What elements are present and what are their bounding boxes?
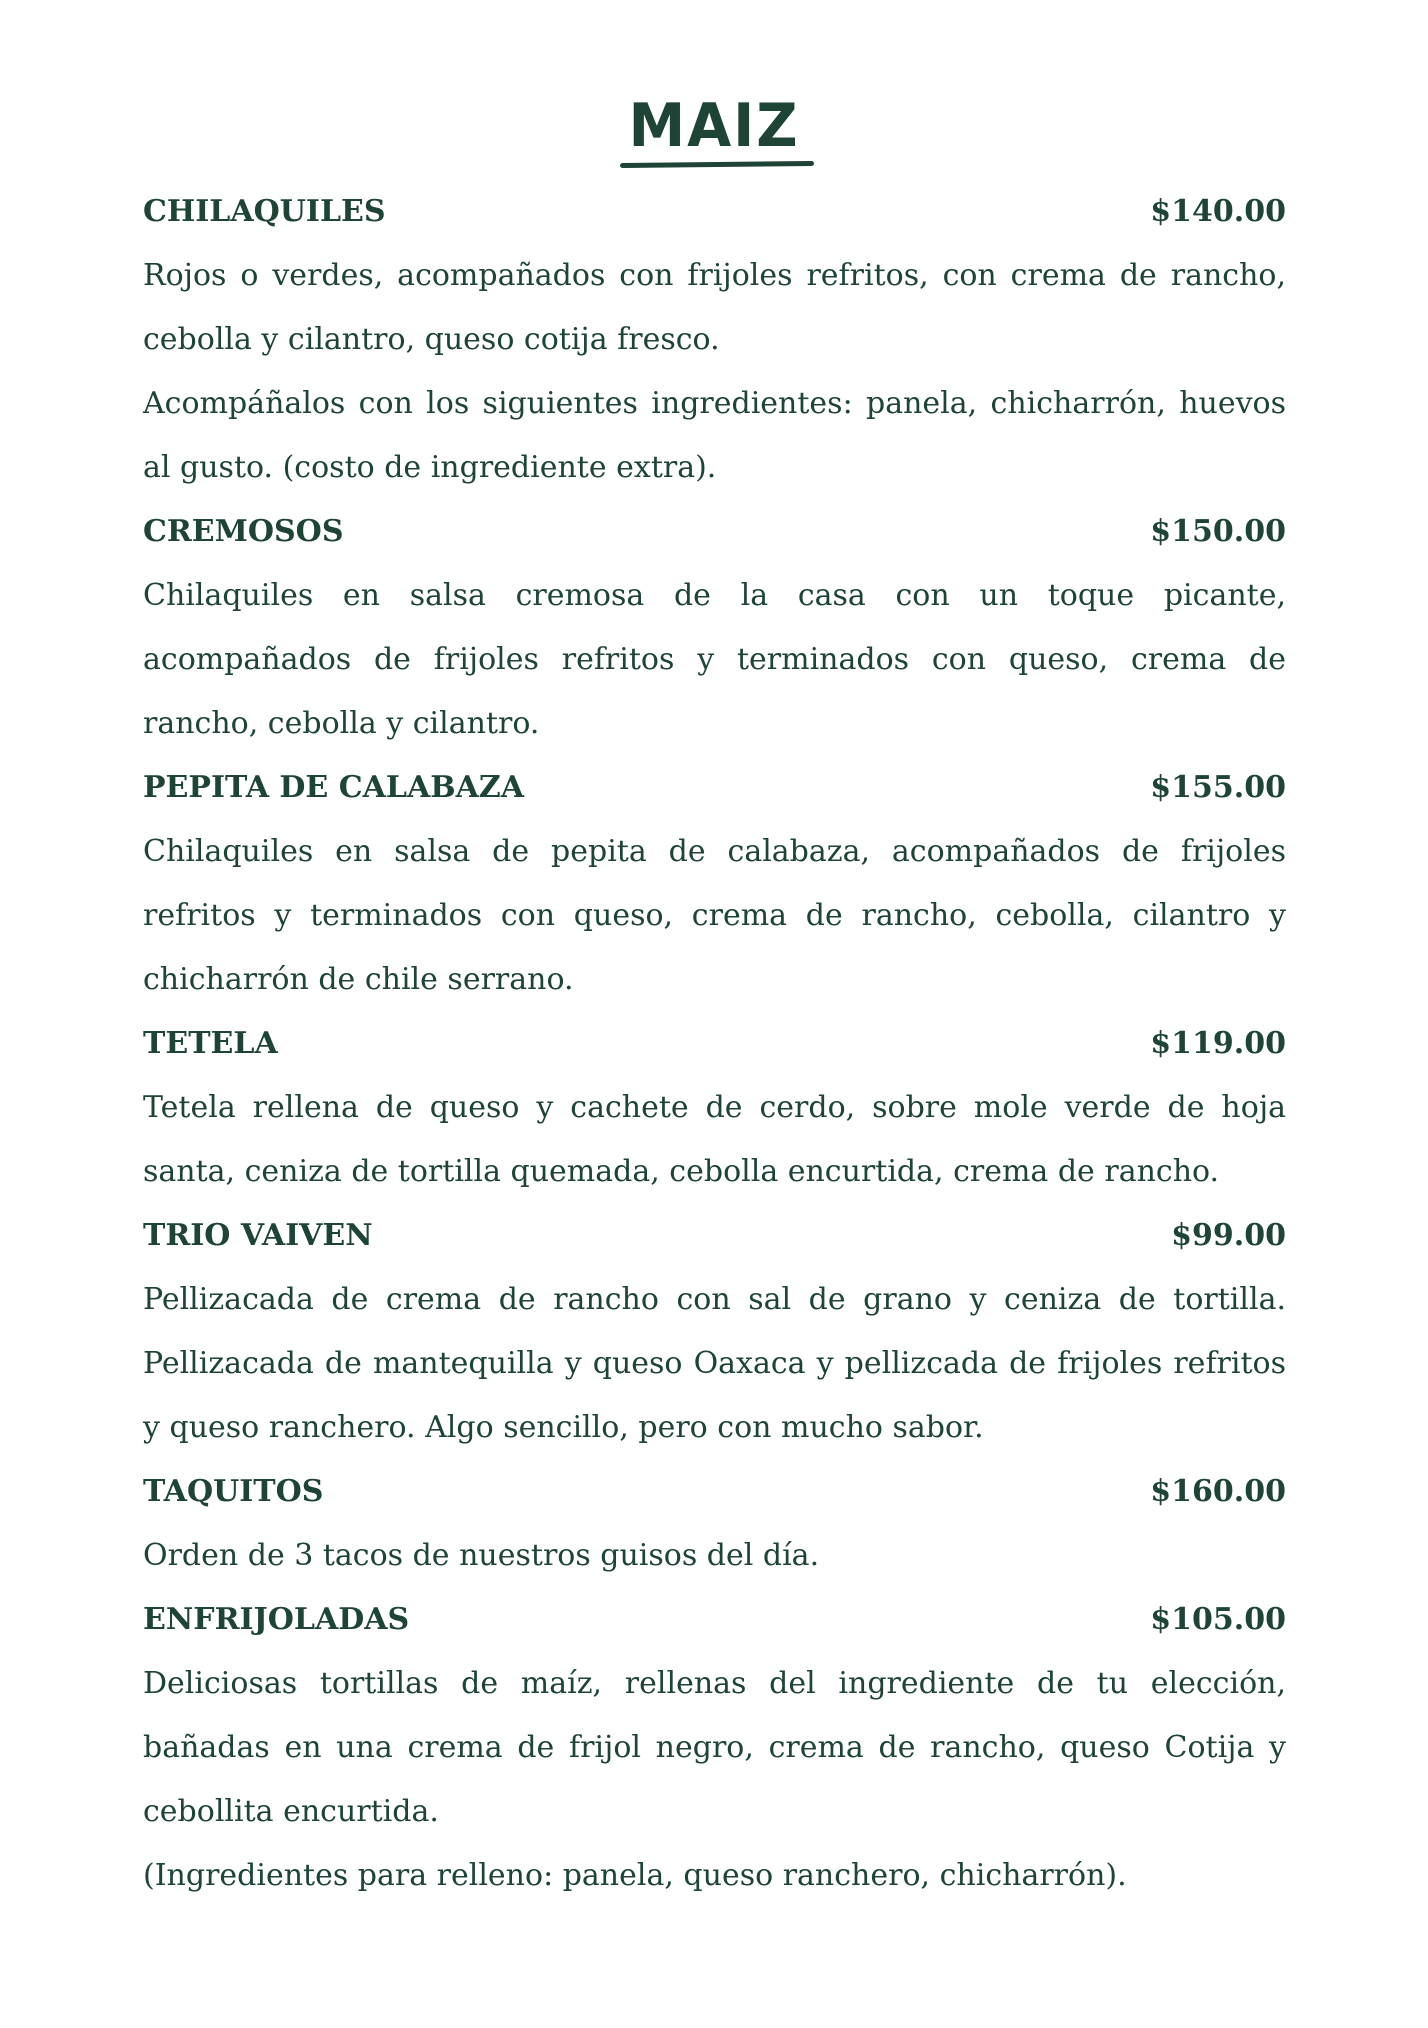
menu-item-chilaquiles [143, 180, 1286, 500]
item-price: $119.00 [1150, 1026, 1286, 1061]
menu-item-pepita-de-calabaza [143, 756, 1286, 1012]
title-underline [620, 161, 814, 168]
item-header [143, 1012, 1286, 1076]
menu-item-tetela [143, 1012, 1286, 1204]
title-wrap [0, 91, 1428, 161]
item-name: CHILAQUILES [143, 194, 386, 229]
menu-list [143, 180, 1286, 1908]
item-header [143, 1204, 1286, 1268]
item-name: CREMOSOS [143, 514, 344, 549]
item-header [143, 1460, 1286, 1524]
item-description: Chilaquiles en salsa cremosa de la casa con un toque picante, acompañados de frijoles refritos y terminados con queso, crema de rancho, cebolla y cilantro. [143, 578, 1286, 741]
page-title: MAIZ [628, 91, 800, 161]
item-description: Orden de 3 tacos de nuestros guisos del día. [143, 1538, 820, 1573]
item-header [143, 756, 1286, 820]
item-description: Acompáñalos con los siguientes ingredientes: panela, chicharrón, huevos al gusto. (costo de ingrediente extra). [143, 386, 1286, 485]
item-name: TAQUITOS [143, 1474, 324, 1509]
item-header [143, 1588, 1286, 1652]
menu-item-cremosos [143, 500, 1286, 756]
item-price: $105.00 [1150, 1602, 1286, 1637]
item-header [143, 500, 1286, 564]
item-header [143, 180, 1286, 244]
item-name: ENFRIJOLADAS [143, 1602, 410, 1637]
item-name: TETELA [143, 1026, 278, 1061]
item-description: Deliciosas tortillas de maíz, rellenas del ingrediente de tu elección, bañadas en una crema de frijol negro, crema de rancho, queso Cotija y cebollita encurtida. [143, 1666, 1286, 1829]
item-price: $99.00 [1171, 1218, 1286, 1253]
item-price: $150.00 [1150, 514, 1286, 549]
item-description: Chilaquiles en salsa de pepita de calabaza, acompañados de frijoles refritos y terminados con queso, crema de rancho, cebolla, cilantro y chicharrón de chile serrano. [143, 834, 1286, 997]
item-description: Tetela rellena de queso y cachete de cerdo, sobre mole verde de hoja santa, ceniza de tortilla quemada, cebolla encurtida, crema de rancho. [143, 1090, 1286, 1189]
item-price: $140.00 [1150, 194, 1286, 229]
item-description: Rojos o verdes, acompañados con frijoles refritos, con crema de rancho, cebolla y cilantro, queso cotija fresco. [143, 258, 1286, 357]
item-name: PEPITA DE CALABAZA [143, 770, 525, 805]
menu-item-trio-vaiven [143, 1204, 1286, 1460]
item-description: Pellizacada de crema de rancho con sal de grano y ceniza de tortilla. Pellizacada de mantequilla y queso Oaxaca y pellizcada de frijoles refritos y queso ranchero. Algo sencillo, pero con mucho sabor. [143, 1282, 1286, 1445]
item-price: $155.00 [1150, 770, 1286, 805]
menu-item-taquitos [143, 1460, 1286, 1588]
item-name: TRIO VAIVEN [143, 1218, 373, 1253]
item-description: (Ingredientes para relleno: panela, queso ranchero, chicharrón). [143, 1858, 1127, 1893]
menu-item-enfrijoladas [143, 1588, 1286, 1908]
item-price: $160.00 [1150, 1474, 1286, 1509]
